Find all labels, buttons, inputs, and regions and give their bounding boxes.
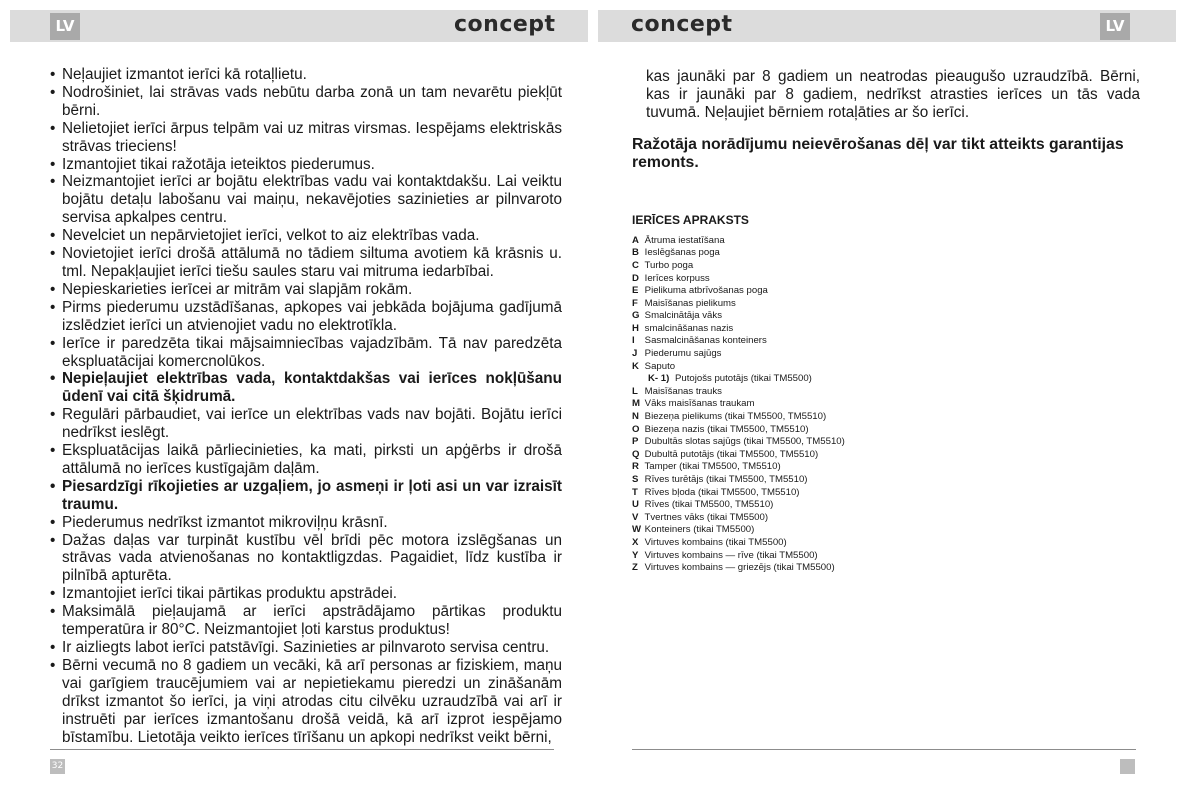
safety-bullet-item: • Nevelciet un nepārvietojiet ierīci, velkot to aiz elektrības vada. — [50, 227, 562, 245]
safety-bullet-item: • Pirms piederumu uzstādīšanas, apkopes vai jebkāda bojājuma gadījumā izslēdziet ierīci un atvienojiet vadu no elektrotīkla. — [50, 299, 562, 335]
part-letter: O — [632, 423, 640, 435]
part-name: Sasmalcināšanas konteiners — [644, 335, 767, 347]
left-header-bar — [10, 10, 588, 42]
part-letter: Y — [632, 549, 639, 561]
left-brand-logo: concept — [454, 12, 556, 37]
safety-bullet-item: • Ierīce ir paredzēta tikai mājsaimniecības vajadzībām. Tā nav paredzēta ekspluatācijai komercnolūkos. — [50, 335, 562, 371]
left-page-content — [50, 66, 562, 746]
part-letter: A — [632, 234, 639, 246]
part-list-item — [632, 474, 1140, 487]
part-list-item — [632, 461, 1140, 474]
part-letter: Q — [632, 448, 640, 460]
part-list-item — [632, 285, 1140, 298]
part-name: Konteiners (tikai TM5500) — [644, 524, 755, 536]
part-list-item — [632, 550, 1140, 563]
part-list-item — [632, 487, 1140, 500]
part-letter: E — [632, 285, 639, 297]
safety-bullet-item: • Nelietojiet ierīci ārpus telpām vai uz mitras virsmas. Iespējams elektriskās strāvas trieciens! — [50, 120, 562, 156]
part-name: Dubultās slotas sajūgs (tikai TM5500, TM5510) — [644, 436, 845, 448]
part-letter: K — [632, 360, 639, 372]
part-name: Vāks maisīšanas traukam — [644, 398, 755, 410]
part-name: Putojošs putotājs (tikai TM5500) — [675, 373, 812, 385]
part-name: Rīves (tikai TM5500, TM5510) — [644, 499, 774, 511]
part-letter: R — [632, 461, 639, 473]
safety-bullet-item: • Nodrošiniet, lai strāvas vads nebūtu darba zonā un tam nevarētu piekļūt bērni. — [50, 84, 562, 120]
part-list-item — [632, 310, 1140, 323]
part-name: Smalcinātāja vāks — [644, 310, 722, 322]
left-footer-divider — [50, 749, 554, 750]
part-name: Pielikuma atbrīvošanas poga — [644, 285, 768, 297]
right-footer-divider — [632, 749, 1136, 750]
safety-bullet-item: • Neizmantojiet ierīci ar bojātu elektrības vadu vai kontaktdakšu. Lai veiktu bojātu detaļu labošanu vai maiņu, nekavējoties sazinieties ar pilnvaroto servisa apkalpes centru. — [50, 173, 562, 227]
safety-bullet-item: • Ekspluatācijas laikā pārliecinieties, ka mati, pirksti un apģērbs ir drošā attālumā no ierīces kustīgajām daļām. — [50, 442, 562, 478]
part-list-item — [632, 537, 1140, 550]
safety-bullet-item: • Piesardzīgi rīkojieties ar uzgaļiem, jo asmeņi ir ļoti asi un var izraisīt traumu. — [50, 478, 562, 514]
part-name: Maisīšanas pielikums — [644, 297, 736, 309]
part-letter: Z — [632, 562, 638, 574]
part-letter: X — [632, 536, 639, 548]
part-list-item — [632, 411, 1140, 424]
part-name: Tamper (tikai TM5500, TM5510) — [644, 461, 781, 473]
part-letter: H — [632, 322, 639, 334]
part-name: Biezeņa pielikums (tikai TM5500, TM5510) — [644, 411, 827, 423]
part-name: Tvertnes vāks (tikai TM5500) — [644, 511, 769, 523]
part-name: smalcināšanas nazis — [644, 322, 734, 334]
part-list-item — [632, 449, 1140, 462]
part-list-item — [632, 298, 1140, 311]
safety-bullet-item: • Maksimālā pieļaujamā ar ierīci apstrādājamo pārtikas produktu temperatūra ir 80°C. Neizmantojiet ļoti karstus produktus! — [50, 603, 562, 639]
part-letter: B — [632, 247, 639, 259]
part-name: Virtuves kombains — griezējs (tikai TM5500) — [644, 562, 835, 574]
safety-bullet-item: • Piederumus nedrīkst izmantot mikroviļņu krāsnī. — [50, 514, 562, 532]
part-letter: K- 1) — [648, 373, 670, 385]
part-name: Ieslēgšanas poga — [644, 247, 720, 259]
part-name: Biezeņa nazis (tikai TM5500, TM5510) — [644, 423, 809, 435]
warranty-warning: Ražotāja norādījumu neievērošanas dēļ var tikt atteikts garantijas remonts. — [632, 135, 1124, 172]
part-letter: U — [632, 499, 639, 511]
part-letter: D — [632, 272, 639, 284]
part-list-item — [632, 235, 1140, 248]
parts-list — [632, 235, 1140, 575]
part-name: Rīves bļoda (tikai TM5500, TM5510) — [644, 486, 800, 498]
safety-bullet-item: • Nepieļaujiet elektrības vada, kontaktdakšas vai ierīces nokļūšanu ūdenī vai citā šķidrumā. — [50, 370, 562, 406]
part-list-item — [632, 260, 1140, 273]
safety-bullet-item: • Bērni vecumā no 8 gadiem un vecāki, kā arī personas ar fiziskiem, maņu vai garīgiem traucējumiem vai ar nepietiekamu pieredzi un zināšanām drīkst izmantot šo ierīci, ja viņi atrodas citu cilvēku uzraudzībā vai arī ir instruēti par ierīces izmantošanu drošā veidā, kā arī izprot iespējamo bīstamību. Lietotāja veikto ierīces tīrīšanu un apkopi nedrīkst veikt bērni, — [50, 657, 562, 747]
part-list-item — [632, 436, 1140, 449]
part-list-item — [632, 273, 1140, 286]
safety-bullet-item: • Neļaujiet izmantot ierīci kā rotaļlietu. — [50, 66, 562, 84]
right-page-number-box — [1120, 759, 1135, 774]
part-letter: L — [632, 385, 638, 397]
safety-bullet-item: • Izmantojiet ierīci tikai pārtikas produktu apstrādei. — [50, 585, 562, 603]
part-list-item — [632, 424, 1140, 437]
part-letter: G — [632, 310, 640, 322]
right-language-badge: LV — [1100, 13, 1130, 40]
safety-bullet-item: • Dažas daļas var turpināt kustību vēl brīdi pēc motora izslēgšanas un strāvas vada atvienošanas no kontaktligzdas. Pagaidiet, līdz kustība ir pilnībā apturēta. — [50, 532, 562, 586]
part-name: Ierīces korpuss — [644, 272, 710, 284]
left-language-badge: LV — [50, 13, 80, 40]
part-letter: S — [632, 474, 639, 485]
right-brand-logo: concept — [631, 12, 733, 37]
part-letter: F — [632, 297, 638, 309]
part-name: Rīves turētājs (tikai TM5500, TM5510) — [644, 474, 808, 485]
device-description-title: IERĪCES APRAKSTS — [632, 212, 749, 227]
part-list-item — [632, 335, 1140, 348]
part-name: Dubultā putotājs (tikai TM5500, TM5510) — [644, 448, 819, 460]
safety-bullet-item: • Izmantojiet tikai ražotāja ieteiktos piederumus. — [50, 156, 562, 174]
right-header-bar — [598, 10, 1176, 42]
left-page-number: 32 — [50, 759, 65, 774]
part-list-item — [632, 524, 1140, 537]
part-letter: V — [632, 511, 639, 523]
part-list-item — [632, 348, 1140, 361]
safety-bullet-item: • Ir aizliegts labot ierīci patstāvīgi. Sazinieties ar pilnvaroto servisa centru. — [50, 639, 562, 657]
part-name: Saputo — [644, 360, 676, 372]
continued-instruction-text: kas jaunāki par 8 gadiem un neatrodas pieaugušo uzraudzībā. Bērni, kas ir jaunāki par 8 gadiem, nedrīkst atrasties ierīces un tās vada tuvumā. Neļaujiet bērniem rotaļāties ar šo ierīci. — [646, 68, 1140, 121]
right-page-content — [632, 68, 1140, 575]
part-letter: J — [632, 348, 638, 360]
part-name: Piederumu sajūgs — [644, 348, 722, 360]
part-list-item — [632, 386, 1140, 399]
part-list-item — [632, 361, 1140, 374]
part-letter: W — [632, 524, 642, 536]
part-letter: T — [632, 486, 638, 498]
part-list-item — [632, 247, 1140, 260]
part-letter: I — [632, 335, 635, 347]
part-list-item — [632, 499, 1140, 512]
part-letter: N — [632, 411, 639, 423]
safety-bullet-item: • Nepieskarieties ierīcei ar mitrām vai slapjām rokām. — [50, 281, 562, 299]
part-name: Maisīšanas trauks — [644, 385, 722, 397]
safety-bullet-item: • Novietojiet ierīci drošā attālumā no tādiem siltuma avotiem kā krāsnis u. tml. Nepakļaujiet ierīci tiešu saules staru vai mitruma iedarbībai. — [50, 245, 562, 281]
part-list-item — [632, 562, 1140, 575]
part-list-item — [632, 373, 1140, 386]
part-letter: P — [632, 436, 639, 448]
part-name: Virtuves kombains (tikai TM5500) — [644, 536, 787, 548]
part-list-item — [632, 323, 1140, 336]
safety-bullet-item: • Regulāri pārbaudiet, vai ierīce un elektrības vads nav bojāti. Bojātu ierīci nedrīkst ieslēgt. — [50, 406, 562, 442]
part-name: Virtuves kombains — rīve (tikai TM5500) — [644, 549, 818, 561]
safety-instructions-list — [50, 66, 562, 746]
part-list-item — [632, 512, 1140, 525]
part-letter: M — [632, 398, 640, 410]
part-list-item — [632, 398, 1140, 411]
part-letter: C — [632, 259, 639, 271]
part-name: Turbo poga — [644, 259, 694, 271]
part-name: Ātruma iestatīšana — [644, 234, 725, 246]
